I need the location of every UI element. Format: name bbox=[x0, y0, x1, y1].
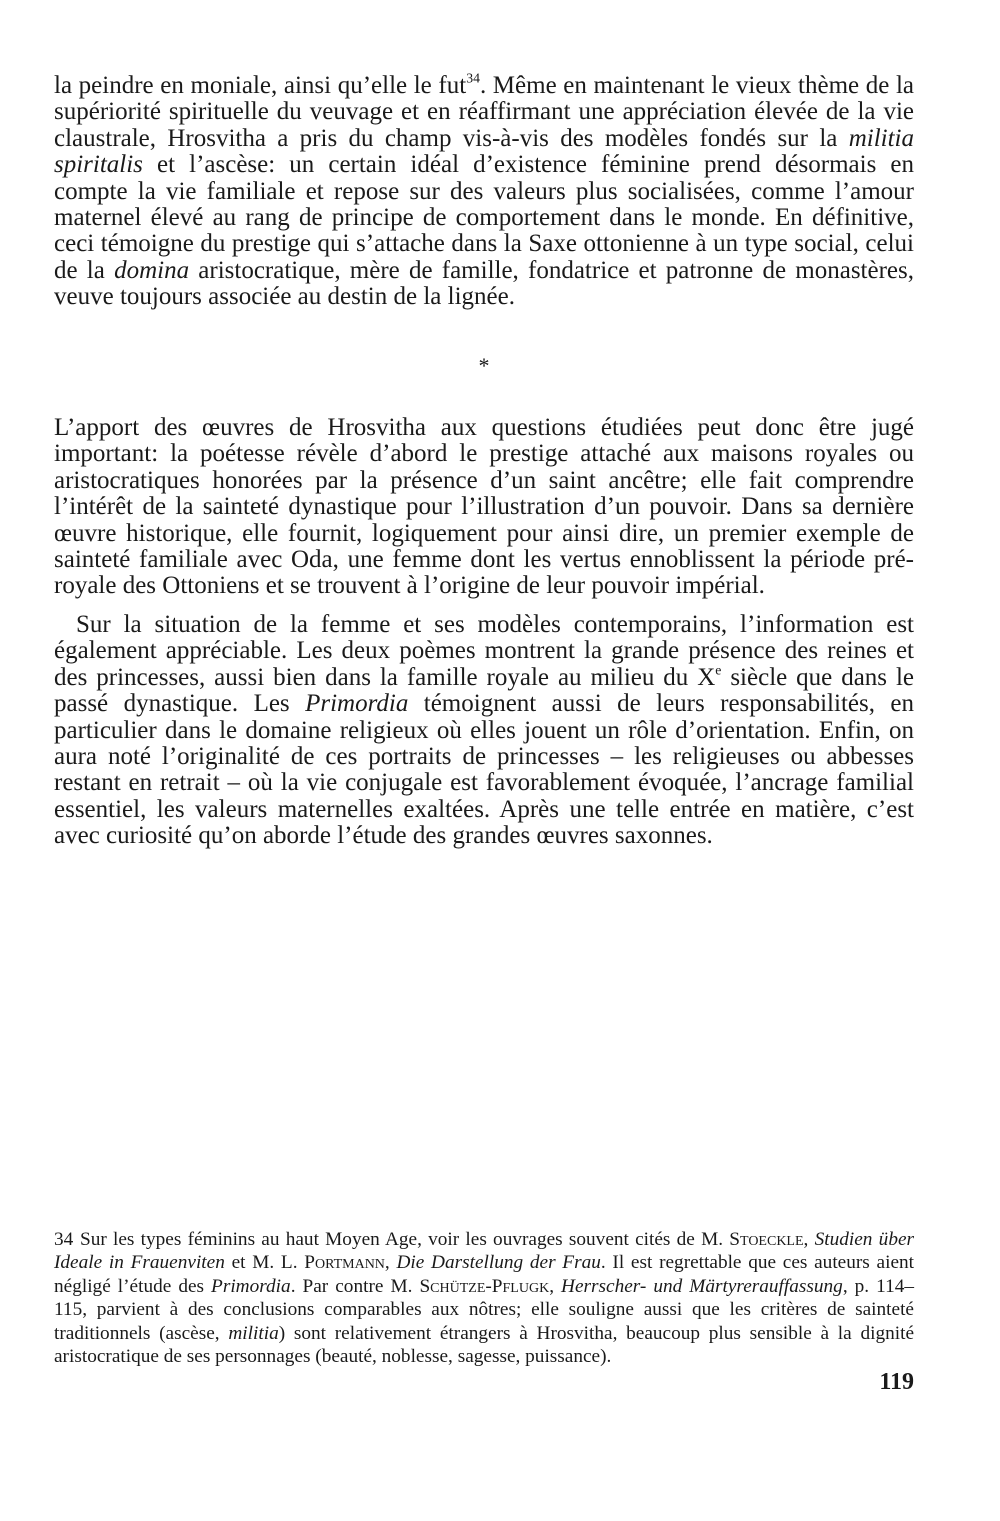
footnote-text-9: ) sont relativement étrangers à Hrosvitha, beaucoup plus sensible à la dignité aristocratique de ses personnages (beauté, noblesse, sagesse, puissance). bbox=[54, 1322, 915, 1368]
century-superscript: e bbox=[715, 662, 722, 678]
footnote-text-3: et M. L. bbox=[224, 1252, 305, 1274]
footnote-author-schutze-pflugk: Schütze-Pflugk bbox=[419, 1275, 550, 1297]
paragraph-1-text-d: aristocratique, mère de famille, fondatrice et patronne de monastères, veuve toujours associée au destin de la lignée. bbox=[54, 256, 914, 311]
paragraph-3 bbox=[54, 612, 914, 850]
footnote-text-2: , bbox=[803, 1229, 815, 1250]
paragraph-1-text-c: et l’ascèse: un certain idéal d’existence féminine prend désormais en compte la vie familiale et repose sur des valeurs plus socialisées, comme l’amour maternel élevé au rang de principe de comportement dans le monde. En définitive, ceci témoigne du prestige qui s’attache dans la Saxe ottonienne à un type social, celui de la bbox=[54, 151, 914, 284]
footnote-author-portmann: Portmann bbox=[304, 1252, 385, 1274]
footnote-text-4: , bbox=[384, 1252, 397, 1274]
paragraph-1-italic-militia-spiritalis: militia spiritalis bbox=[54, 124, 914, 179]
footnote-number: 34 bbox=[54, 1229, 74, 1250]
footnote-title-darstellung: Die Darstellung der Frau bbox=[396, 1252, 601, 1274]
footnote-text-5: . Il est regrettable que ces auteurs aient négligé l’étude des bbox=[54, 1252, 915, 1297]
footnote-text-8: , p. 114–115, parvient à des conclusions comparables aux nôtres; elle souligne aussi que les critères de sainteté traditionnels (ascèse, bbox=[54, 1275, 914, 1344]
footnote-34 bbox=[54, 1228, 914, 1368]
paragraph-3-text-c: témoignent aussi de leurs responsabilités, en particulier dans le domaine religieux où elles jouent un rôle d’orientation. Enfin, on aura noté l’originalité de ces portraits de princesses – les religieuses ou abbesses restant en retrait – où la vie conjugale est favorablement évoquée, l’ancrage familial essentiel, les valeurs maternelles exaltées. Après une telle entrée en matière, c’est avec curiosité qu’on aborde l’étude des grandes œuvres saxonnes. bbox=[54, 690, 914, 850]
paragraph-1-text-b: . Même en maintenant le vieux thème de la supériorité spirituelle du veuvage et en réaffirmant une appréciation élevée de la vie claustrale, Hrosvitha a pris du champ vis-à-vis des modèles fondés sur la bbox=[54, 72, 915, 152]
footnote-text-1: Sur les types féminins au haut Moyen Age, voir les ouvrages souvent cités de M. bbox=[80, 1229, 730, 1250]
page-number: 119 bbox=[879, 1369, 914, 1395]
paragraph-1-text-a: la peindre en moniale, ainsi qu’elle le fut bbox=[54, 72, 467, 99]
paragraph-3-italic-primordia: Primordia bbox=[305, 690, 409, 718]
paragraph-1-italic-domina: domina bbox=[114, 256, 190, 284]
footnote-reference-34[interactable]: 34 bbox=[466, 70, 480, 86]
paragraph-1 bbox=[54, 70, 915, 311]
book-page bbox=[54, 0, 914, 1521]
footnote-italic-militia: militia bbox=[228, 1322, 279, 1344]
footnote-text-6: . Par contre M. bbox=[290, 1275, 420, 1297]
footnote-text-7: , bbox=[549, 1275, 562, 1297]
footnote-author-stoeckle: Stoeckle bbox=[729, 1229, 804, 1250]
footnote-title-studien: Studien über Ideale in Frauenviten bbox=[54, 1229, 915, 1274]
section-break-asterism: * bbox=[478, 353, 490, 378]
paragraph-3-text-a: Sur la situation de la femme et ses modèles contemporains, l’information est également appréciable. Les deux poèmes montrent la grande présence des reines et des princesses, aussi bien dans la famille royale au milieu du X bbox=[54, 611, 914, 691]
footnote-title-primordia: Primordia bbox=[211, 1275, 291, 1297]
paragraph-3-text-b: siècle que dans le passé dynastique. Les bbox=[54, 663, 914, 718]
footnote-title-herrscher: Herrscher- und Märtyrerauffassung bbox=[561, 1275, 843, 1297]
paragraph-2: L’apport des œuvres de Hrosvitha aux questions étudiées peut donc être jugé important: la poétesse révèle d’abord le prestige attaché aux maisons royales ou aristocratiques honorées par la présence d’un saint ancêtre; elle fait comprendre l’intérêt de la sainteté dynastique pour l’illustration d’un pouvoir. Dans sa dernière œuvre historique, elle fournit, logiquement pour ainsi dire, un premier exemple de sainteté familiale avec Oda, une femme dont les vertus ennoblissent la période pré-royale des Ottoniens et se trouvent à l’origine de leur pouvoir impérial. bbox=[54, 414, 914, 600]
